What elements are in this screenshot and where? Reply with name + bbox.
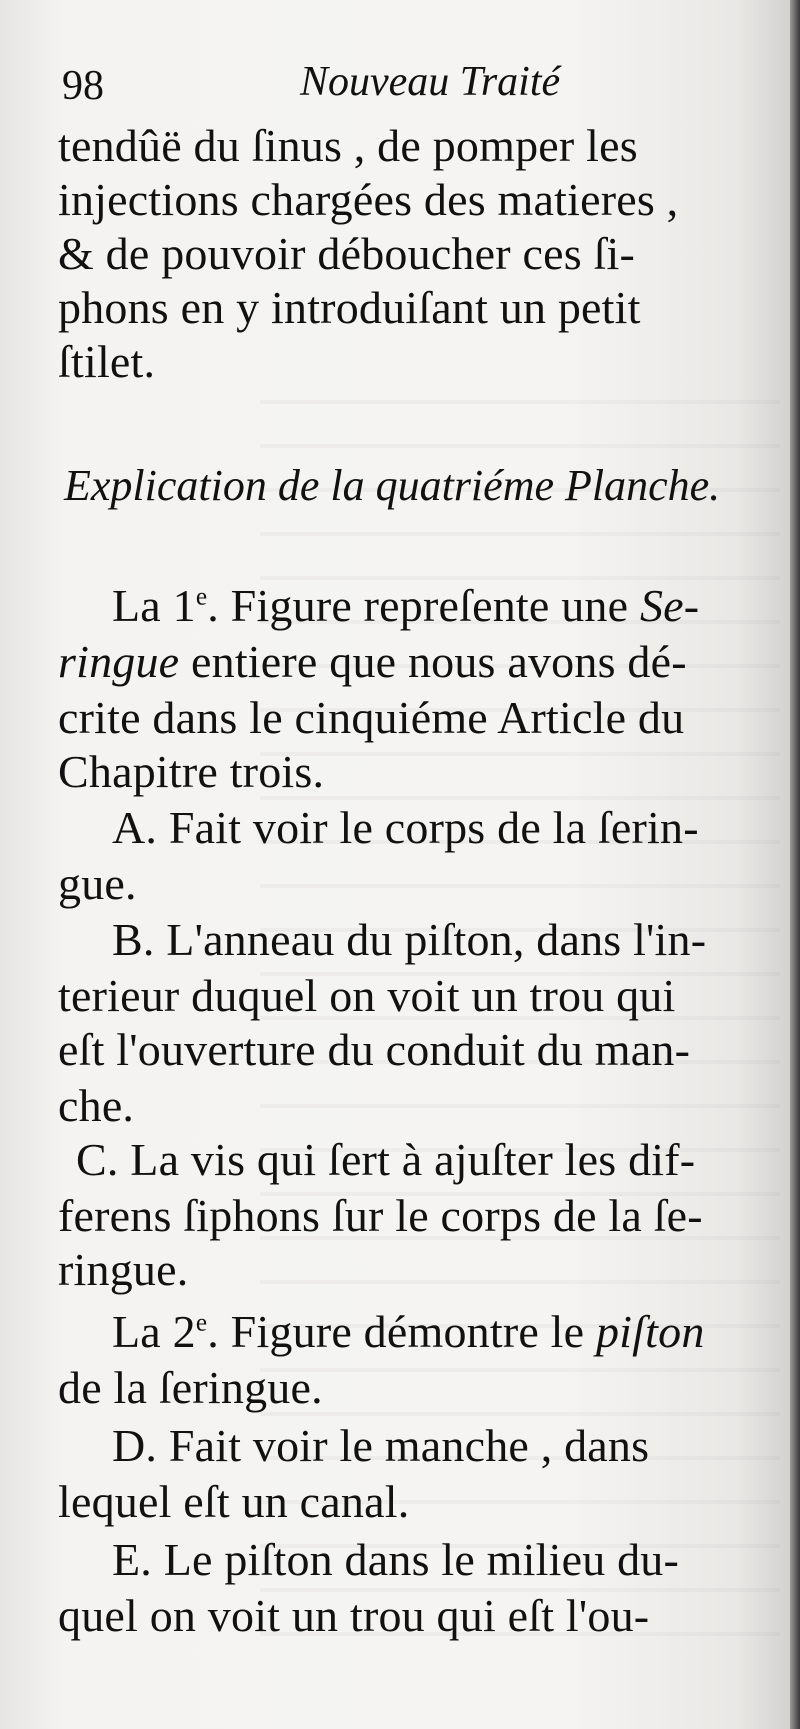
text-line: A. Fait voir le corps de la ſerin-	[112, 802, 699, 853]
text-line: terieur duquel on voit un trou qui	[58, 970, 676, 1021]
seringue-word-start: Se-	[639, 580, 700, 631]
text-line: tendûë du ſinus , de pomper les	[58, 120, 638, 171]
text-line: eſt l'ouverture du conduit du man-	[58, 1024, 691, 1075]
text-line: E. Le piſton dans le milieu du-	[112, 1534, 680, 1585]
page-edge-shadow	[790, 0, 800, 1729]
section-heading: Explication de la quatriéme Planche.	[64, 461, 721, 510]
text-line	[112, 578, 699, 634]
text-line: D. Fait voir le manche , dans	[112, 1420, 650, 1471]
fig1-label: La 1	[112, 580, 196, 631]
text-line: injections chargées des matieres ,	[58, 174, 679, 225]
text-line: gue.	[58, 858, 137, 909]
text-line: phons en y introduiſant un petit	[58, 282, 641, 333]
text-line: lequel eſt un canal.	[58, 1476, 410, 1527]
seringue-word-end: ringue	[58, 636, 180, 687]
text-line: Chapitre trois.	[58, 746, 325, 797]
text-line: crite dans le cinquiéme Article du	[58, 692, 685, 743]
text-line: C. La vis qui ſert à ajuſter les dif-	[76, 1134, 696, 1185]
text-line: & de pouvoir déboucher ces ſi-	[58, 228, 635, 279]
text-line: de la ſeringue.	[58, 1362, 323, 1413]
text-line: ringue entiere que nous avons dé-	[58, 636, 687, 687]
text-line: che.	[58, 1080, 135, 1131]
fig1-sup: e	[195, 582, 208, 611]
text-line: quel on voit un trou qui eſt l'ou-	[58, 1590, 650, 1641]
text-line: ferens ſiphons ſur le corps de la ſe-	[58, 1190, 703, 1241]
text-line: B. L'anneau du piſton, dans l'in-	[112, 914, 707, 965]
running-title: Nouveau Traité	[300, 59, 561, 105]
text-line: ſtilet.	[58, 336, 156, 387]
fig1-rest: . Figure repreſente une	[207, 580, 640, 631]
fig2-label: La 2	[112, 1306, 196, 1357]
fig2-sup: e	[195, 1308, 208, 1337]
page-number: 98	[62, 63, 104, 109]
piston-word: piſton	[595, 1306, 705, 1357]
text-line: ringue.	[58, 1244, 189, 1295]
text-line: La 2e. Figure démontre le piſton	[112, 1306, 705, 1357]
